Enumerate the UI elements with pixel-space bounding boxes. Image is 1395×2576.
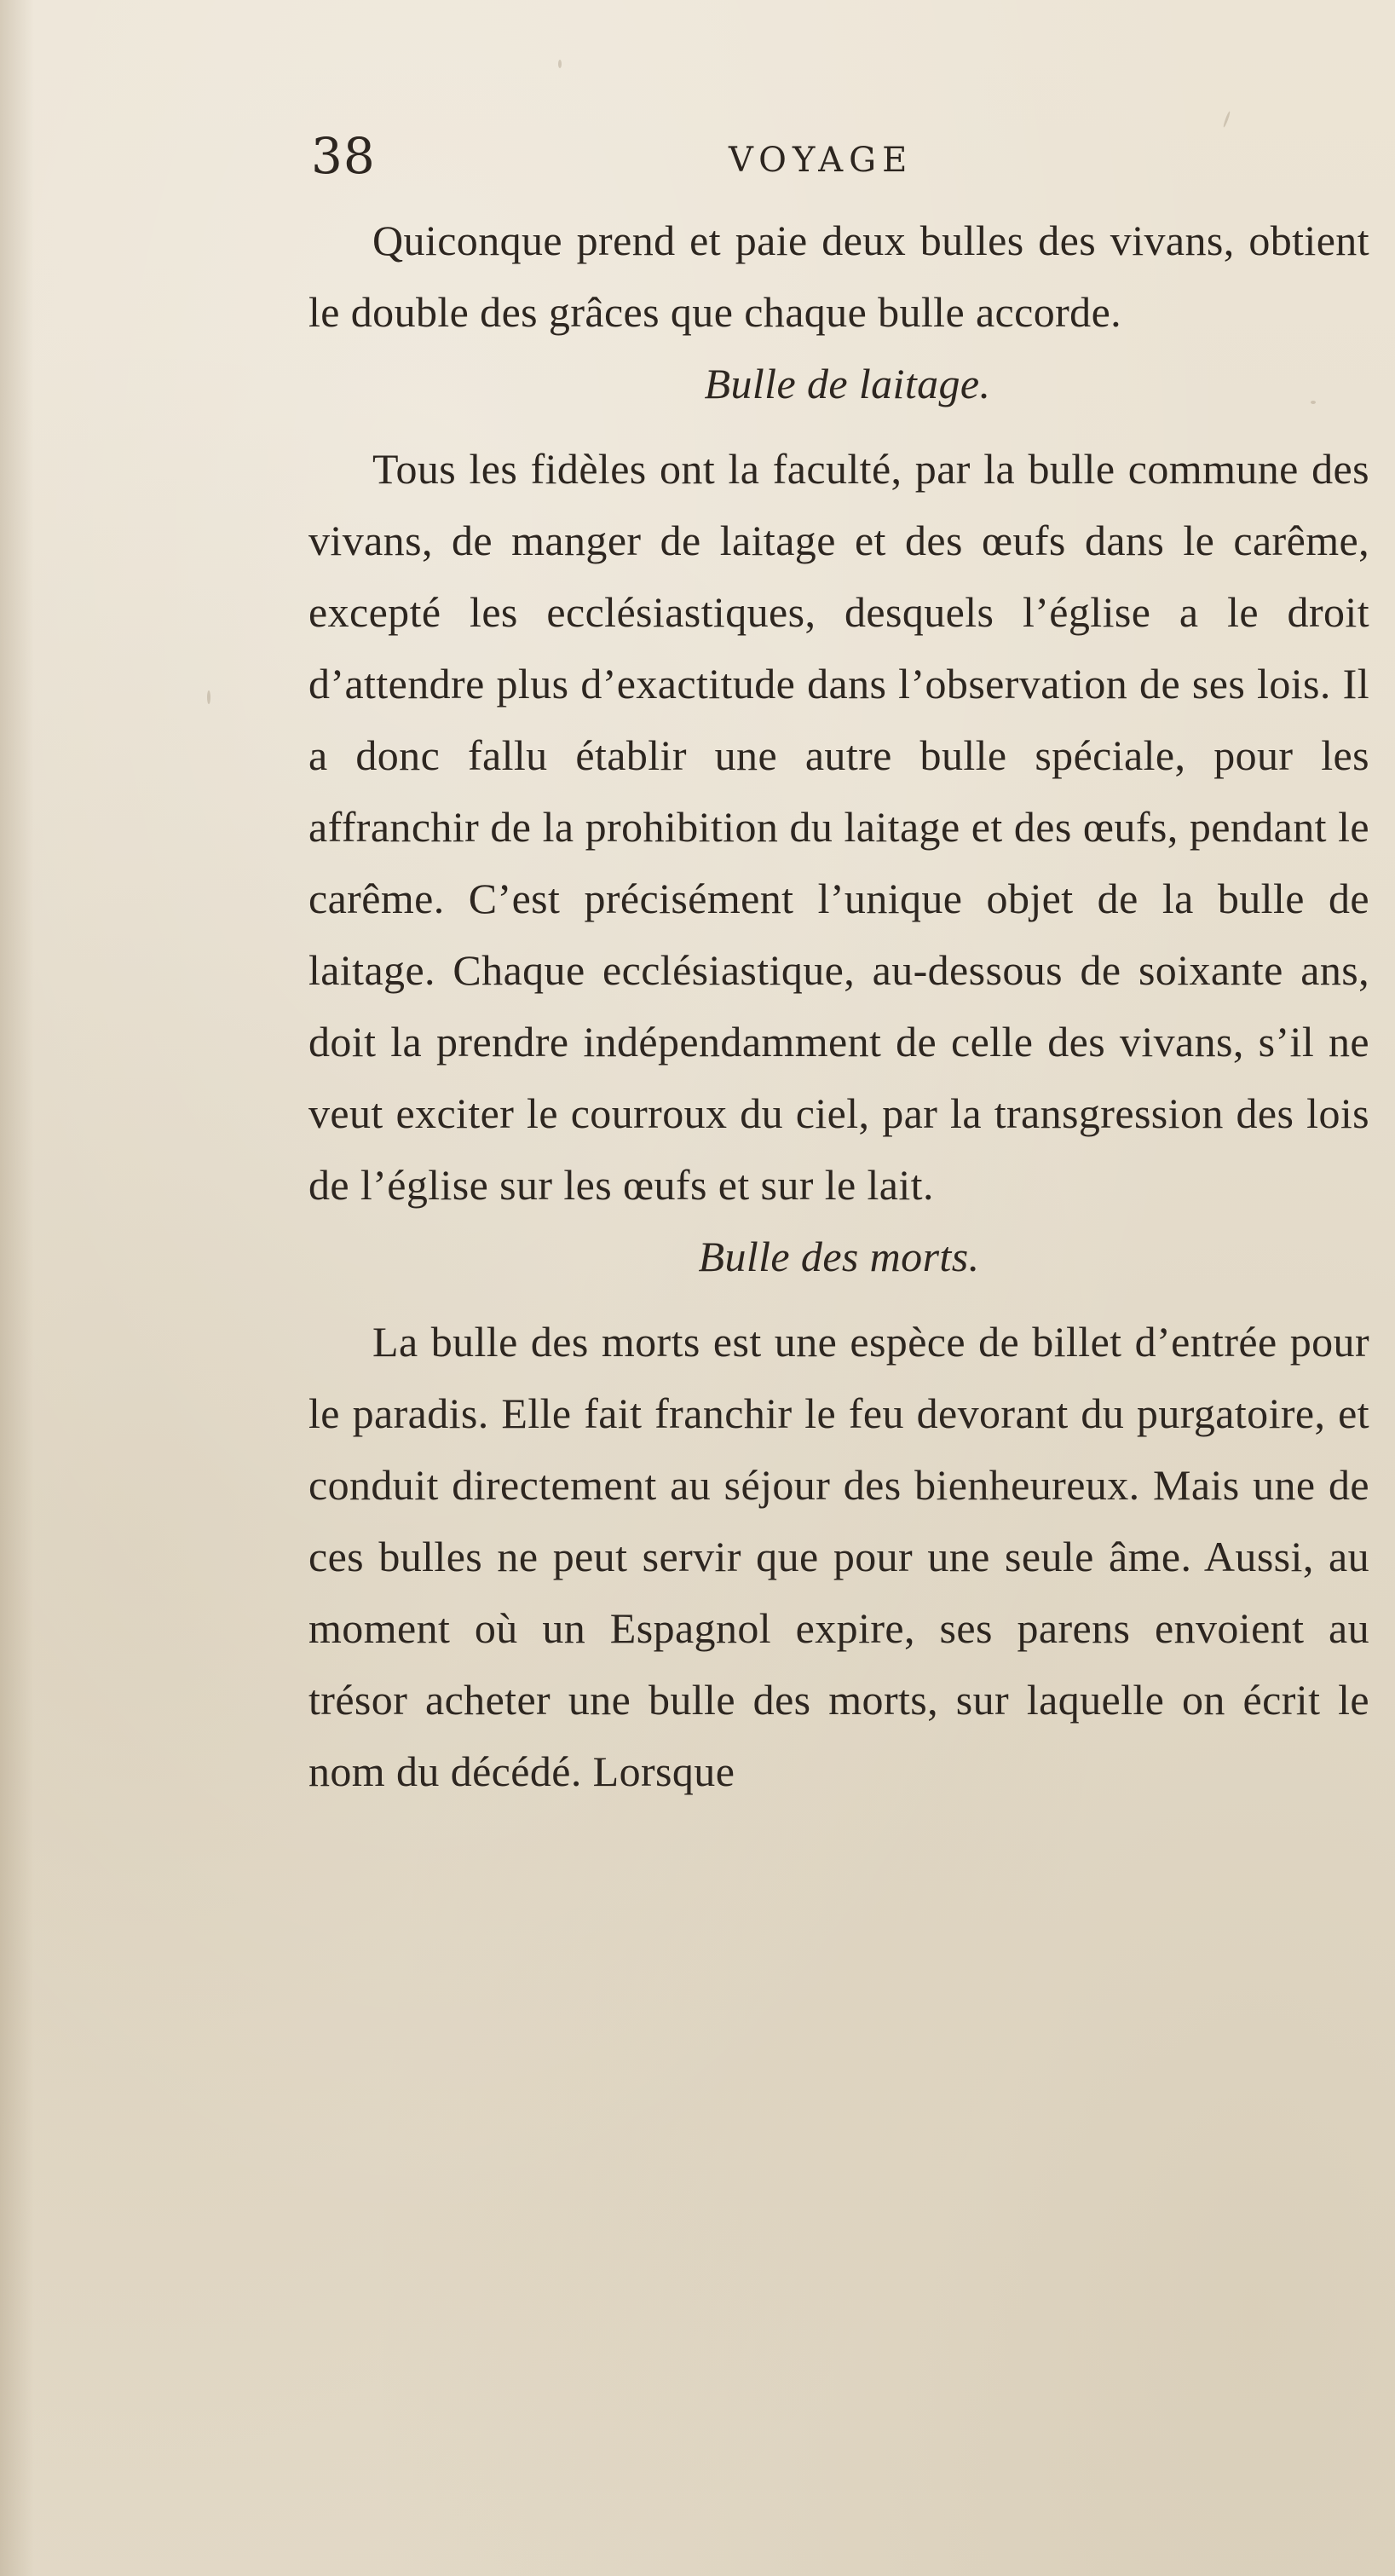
paper-speck [207,690,210,704]
paragraph: Tous les fidèles ont la faculté, par la bulle commune des vivans, de manger de laitage et des œufs dans le carême, excepté les ecclésiastiques, desquels l’église a le droit d’attendre plus d’exactitude dans l’observation de ses lois. Il a donc fallu établir une autre bulle spéciale, pour les affranchir de la prohibition du laitage et des œufs, pendant le carême. C’est précisément l’unique objet de la bulle de laitage. Chaque ecclésiastique, au-dessous de soixante ans, doit la prendre indépendamment de celle des vivans, s’il ne veut exciter le courroux du ciel, par la transgression des lois de l’église sur les œufs et sur le lait. [308,445,1369,1209]
running-title: VOYAGE [729,141,914,180]
paper-speck [558,60,562,68]
paragraph: Quiconque prend et paie deux bulles des vivans, obtient le double des grâces que chaque bulle accorde. [308,217,1369,336]
section-heading: Bulle de laitage. [704,360,991,407]
paper-speck [1223,111,1231,128]
running-header [311,126,1359,186]
section-heading: Bulle des morts. [698,1233,980,1280]
page-number: 38 [311,127,376,185]
page-body [308,205,1369,1807]
page-gutter-shadow [0,0,34,2576]
paragraph: La bulle des morts est une espèce de billet d’entrée pour le paradis. Elle fait franchir le feu devorant du purgatoire, et conduit directement au séjour des bienheureux. Mais une de ces bulles ne peut servir que pour une seule âme. Aussi, au moment où un Espagnol expire, ses parens envoient au trésor acheter une bulle des morts, sur laquelle on écrit le nom du décédé. Lorsque [308,1318,1369,1795]
